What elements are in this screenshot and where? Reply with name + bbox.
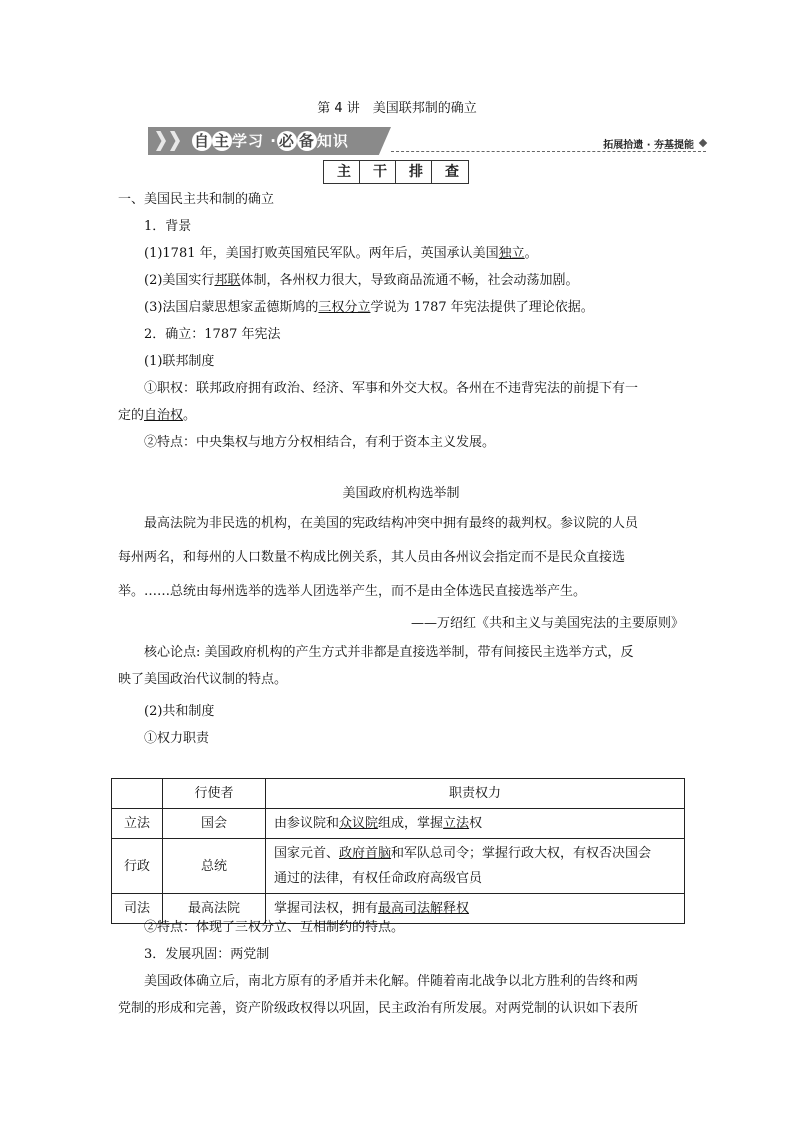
table-row [112,809,685,839]
heading: 一、美国民主共和制的确立 [118,192,275,207]
underlined-term: 邦联 [214,273,241,288]
underlined-term: 最高司法解释权 [378,901,470,916]
paragraph [118,294,684,321]
paragraph: ②特点：体现了三权分立、互相制约的特点。 [144,920,405,935]
section-2-tail [118,914,684,1022]
text: 组成，掌握 [378,816,444,831]
text: (2)美国实行 [144,273,215,288]
banner-char: 自 [193,132,210,150]
material-source: ——万绍红《共和主义与美国宪法的主要原则》 [410,616,684,631]
tag-char: 排 [395,160,433,184]
banner-char: 学习 · [232,132,277,150]
section-tags [0,160,794,184]
text: 定的 [118,408,145,423]
table-cell: 总统 [163,839,266,894]
text: 权 [469,816,483,831]
material-title: 美国政府机构选举制 [342,486,460,501]
paragraph [118,267,684,294]
text: 和军队总司令；掌握行政大权，有权否决国会 [391,846,652,861]
subheading: 3．发展巩固：两党制 [144,947,270,962]
tag-char: 干 [359,160,397,184]
table-header [112,779,163,809]
section-2-head [118,698,684,752]
text: 由参议院和 [274,816,340,831]
core-point: 核心论点: 美国政府机构的产生方式并非都是直接选举制，带有间接民主选举方式，反 [144,645,634,660]
diamond-icon [699,139,707,147]
underlined-term: 立法 [443,816,470,831]
tag-char: 主 [323,160,361,184]
table-cell [266,839,685,894]
material-text: 最高法院为非民选的机构，在美国的宪政结构冲突中拥有最终的裁判权。参议院的人员 [144,516,639,531]
text: 。 [183,408,197,423]
underlined-term: 三权分立 [318,300,371,315]
material-text: 每州两名，和每州的人口数量不构成比例关系，其人员由各州议会指定而不是民众直接选 [118,550,626,565]
table-header: 职责权力 [266,779,685,809]
banner-divider [391,151,706,152]
subheading: 2．确立：1787 年宪法 [144,327,281,342]
underlined-term: 众议院 [339,816,379,831]
text: (1)1781 年，美国打败英国殖民军队。两年后，英国承认美国 [144,246,499,261]
section-banner [148,127,708,155]
table-row [112,839,685,894]
underlined-term: 政府首脑 [339,846,392,861]
core-point: 映了美国政治代议制的特点。 [118,672,288,687]
text: (3)法国启蒙思想家孟德斯鸠的 [144,300,319,315]
power-table [111,778,685,924]
text: 国家元首、 [274,846,340,861]
subheading: (2)共和制度 [144,704,215,719]
banner-char: 必 [278,132,295,150]
banner-char: 备 [298,132,315,150]
subheading: 1．背景 [144,219,192,234]
paragraph: 党制的形成和完善，资产阶级政权得以巩固，民主政治有所发展。对两党制的认识如下表所 [118,1001,639,1016]
section-1 [118,186,684,456]
material-text: 举。……总统由每州选举的选举人团选举产生，而不是由全体选民直接选举产生。 [118,584,587,599]
text: 掌握司法权，拥有 [274,901,379,916]
lesson-title: 第 4 讲 美国联邦制的确立 [317,101,477,116]
table-cell: 行政 [112,839,163,894]
underlined-term: 独立 [498,246,525,261]
paragraph: ②特点：中央集权与地方分权相结合，有利于资本主义发展。 [144,435,496,450]
banner-subtitle: 拓展拾遗 · 夯基提能 [603,140,694,151]
material-box [118,480,684,693]
tag-char: 查 [431,160,469,184]
table-cell: 司法 [112,894,163,924]
text: 体制，各州权力很大，导致商品流通不畅，社会动荡加剧。 [240,273,579,288]
subheading: (1)联邦制度 [144,354,215,369]
underlined-term: 自治权 [144,408,184,423]
table-cell [266,809,685,839]
paragraph: ①职权：联邦政府拥有政治、经济、军事和外交大权。各州在不违背宪法的前提下有一 [144,381,639,396]
table-cell: 最高法院 [163,894,266,924]
banner-char: 知识 [316,132,349,150]
text: 通过的法律，有权任命政府高级官员 [274,871,483,886]
banner-char: 主 [213,132,230,150]
paragraph: 美国政体确立后，南北方原有的矛盾并未化解。伴随着南北战争以北方胜利的告终和两 [144,974,639,989]
banner-title [192,130,349,151]
paragraph [118,402,684,429]
table-header: 行使者 [163,779,266,809]
text: 。 [524,246,538,261]
text: 学说为 1787 年宪法提供了理论依据。 [370,300,594,315]
table-header-row [112,779,685,809]
table-cell: 立法 [112,809,163,839]
subheading: ①权力职责 [144,731,210,746]
table-cell: 国会 [163,809,266,839]
paragraph [118,240,684,267]
